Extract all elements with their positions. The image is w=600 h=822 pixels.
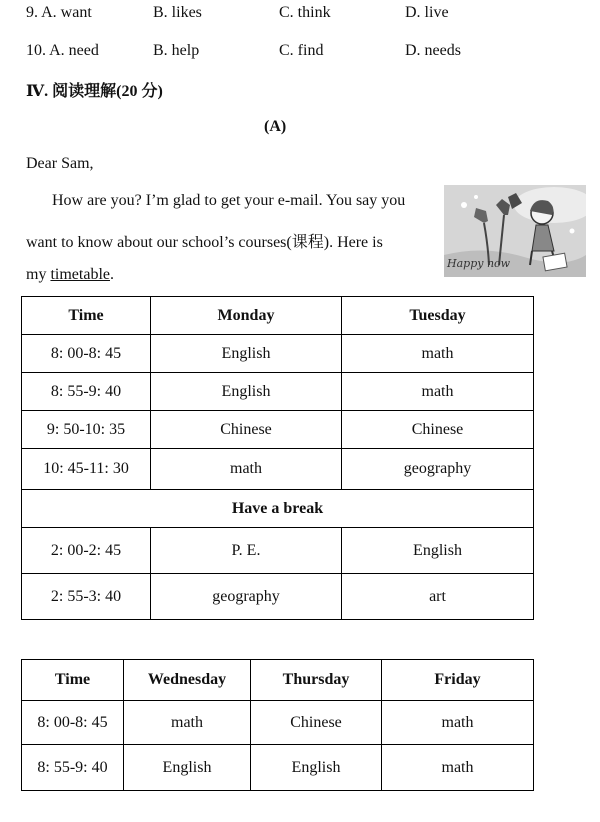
header-time: Time — [22, 297, 151, 335]
table-row — [22, 528, 534, 574]
cell-wednesday: math — [124, 701, 251, 745]
table-row — [22, 745, 534, 791]
q10-option-b: B. help — [153, 42, 200, 59]
cell-time: 8: 00-8: 45 — [22, 335, 151, 373]
letter-line-3 — [26, 266, 114, 284]
timetable-wed-fri — [21, 659, 534, 791]
table-row — [22, 411, 534, 449]
letter-salutation: Dear Sam, — [26, 155, 94, 172]
cell-time: 8: 55-9: 40 — [22, 745, 124, 791]
cell-time: 8: 00-8: 45 — [22, 701, 124, 745]
cell-tuesday: geography — [342, 449, 534, 490]
header-monday: Monday — [151, 297, 342, 335]
q10-option-c: C. find — [279, 42, 324, 59]
cell-tuesday: math — [342, 373, 534, 411]
table-row — [22, 701, 534, 745]
cell-monday: English — [151, 373, 342, 411]
table-header-row — [22, 297, 534, 335]
table-row — [22, 335, 534, 373]
cell-thursday: Chinese — [251, 701, 382, 745]
cell-friday: math — [382, 745, 534, 791]
cell-time: 8: 55-9: 40 — [22, 373, 151, 411]
section-title: Ⅳ. 阅读理解(20 分) — [26, 83, 163, 100]
letter-line-1: How are you? I’m glad to get your e-mail. You say you — [52, 192, 406, 209]
table-row — [22, 574, 534, 620]
cell-monday: geography — [151, 574, 342, 620]
q9-option-c: C. think — [279, 4, 331, 21]
table-row — [22, 449, 534, 490]
cell-time: 2: 00-2: 45 — [22, 528, 151, 574]
header-time: Time — [22, 660, 124, 701]
cell-friday: math — [382, 701, 534, 745]
line3-suffix: . — [109, 266, 114, 283]
header-wednesday: Wednesday — [124, 660, 251, 701]
image-caption: Happy now — [447, 257, 511, 270]
cell-tuesday: math — [342, 335, 534, 373]
timetable-mon-tue — [21, 296, 534, 620]
q9-option-b: B. likes — [153, 4, 202, 21]
cell-monday: English — [151, 335, 342, 373]
header-friday: Friday — [382, 660, 534, 701]
cell-monday: P. E. — [151, 528, 342, 574]
cell-monday: math — [151, 449, 342, 490]
passage-label: (A) — [264, 118, 287, 135]
cell-thursday: English — [251, 745, 382, 791]
q9-option-d: D. live — [405, 4, 449, 21]
cell-monday: Chinese — [151, 411, 342, 449]
q10-option-a: 10. A. need — [26, 42, 99, 59]
cell-time: 2: 55-3: 40 — [22, 574, 151, 620]
cell-tuesday: English — [342, 528, 534, 574]
header-thursday: Thursday — [251, 660, 382, 701]
illustration-girl-flowers — [444, 185, 586, 277]
q9-option-a: 9. A. want — [26, 4, 92, 21]
timetable-word: timetable — [50, 266, 110, 283]
letter-line-2: want to know about our school’s courses(课程). Here is — [26, 234, 383, 251]
cell-wednesday: English — [124, 745, 251, 791]
break-label: Have a break — [22, 490, 534, 528]
line3-prefix: my — [26, 266, 51, 283]
cell-tuesday: Chinese — [342, 411, 534, 449]
cell-time: 10: 45-11: 30 — [22, 449, 151, 490]
break-row — [22, 490, 534, 528]
header-tuesday: Tuesday — [342, 297, 534, 335]
q10-option-d: D. needs — [405, 42, 461, 59]
table-row — [22, 373, 534, 411]
table-header-row — [22, 660, 534, 701]
cell-time: 9: 50-10: 35 — [22, 411, 151, 449]
cell-tuesday: art — [342, 574, 534, 620]
